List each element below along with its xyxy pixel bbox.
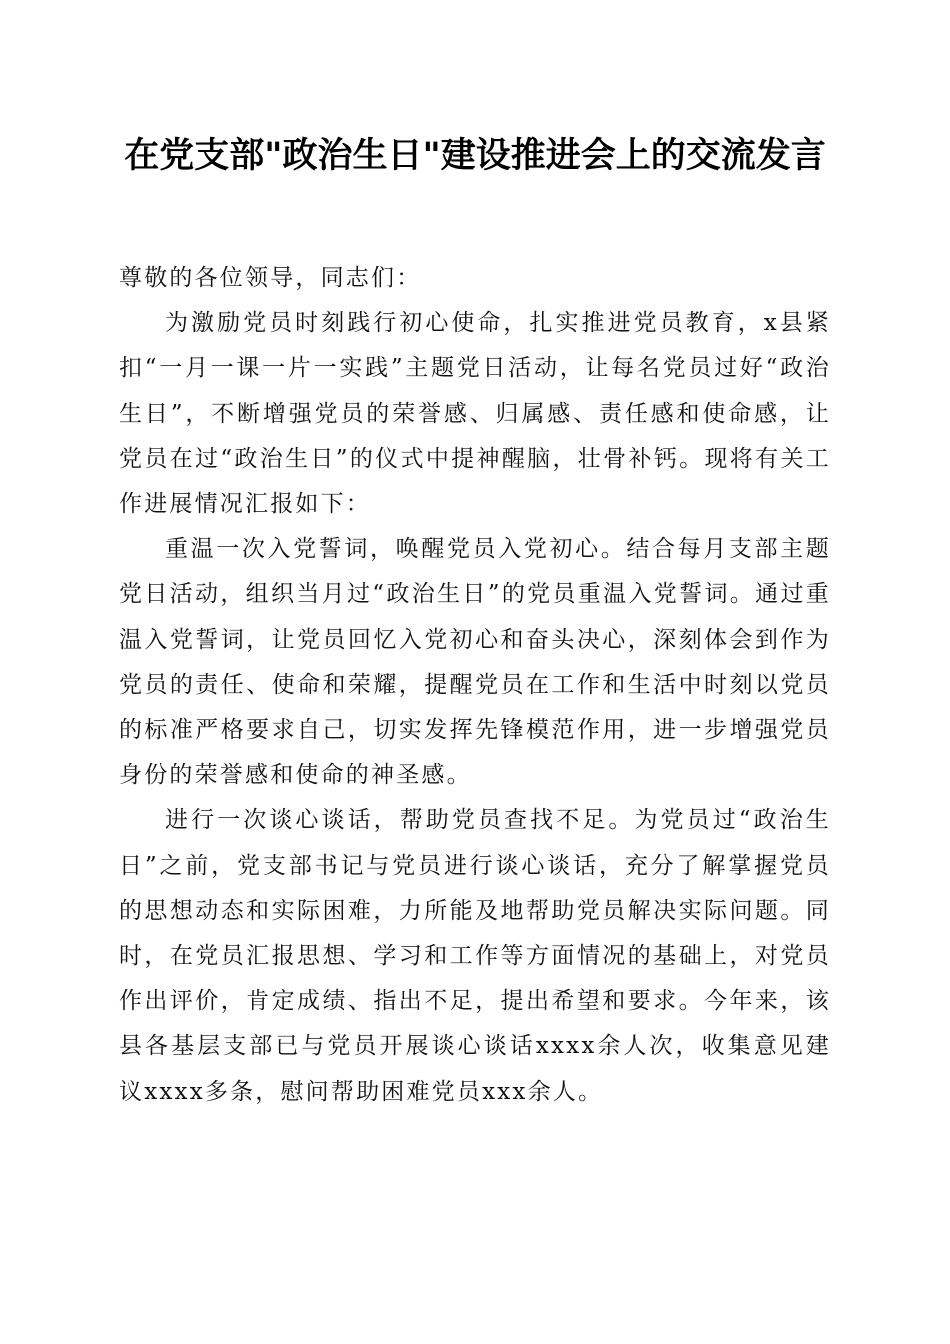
paragraph-talk: 进行一次谈心谈话，帮助党员查找不足。为党员过“政治生日”之前，党支部书记与党员进行谈心谈话，充分了解掌握党员的思想动态和实际困难，力所能及地帮助党员解决实际问题。同时，在党员汇报思想、学习和工作等方面情况的基础上，对党员作出评价，肯定成绩、指出不足，提出希望和要求。今年来，该县各基层支部已与党员开展谈心谈话xxxx余人次，收集意见建议xxxx多条，慰问帮助困难党员xxx余人。: [119, 807, 831, 1105]
document-title: 在党支部"政治生日"建设推进会上的交流发言: [124, 135, 826, 176]
paragraph-intro: 为激励党员时刻践行初心使命，扎实推进党员教育，x县紧扣“一月一课一片一实践”主题党日活动，让每名党员过好“政治生日”，不断增强党员的荣誉感、归属感、责任感和使命感，让党员在过“政治生日”的仪式中提神醒脑，壮骨补钙。现将有关工作进展情况汇报如下：: [119, 310, 831, 518]
paragraph-oath: 重温一次入党誓词，唤醒党员入党初心。结合每月支部主题党日活动，组织当月过“政治生日”的党员重温入党誓词。通过重温入党誓词，让党员回忆入党初心和奋头决心，深刻体会到作为党员的责任、使命和荣耀，提醒党员在工作和生活中时刻以党员的标准严格要求自己，切实发挥先锋模范作用，进一步增强党员身份的荣誉感和使命的神圣感。: [119, 536, 831, 789]
document-body: [119, 256, 831, 1115]
greeting-line: 尊敬的各位领导，同志们：: [119, 265, 422, 291]
